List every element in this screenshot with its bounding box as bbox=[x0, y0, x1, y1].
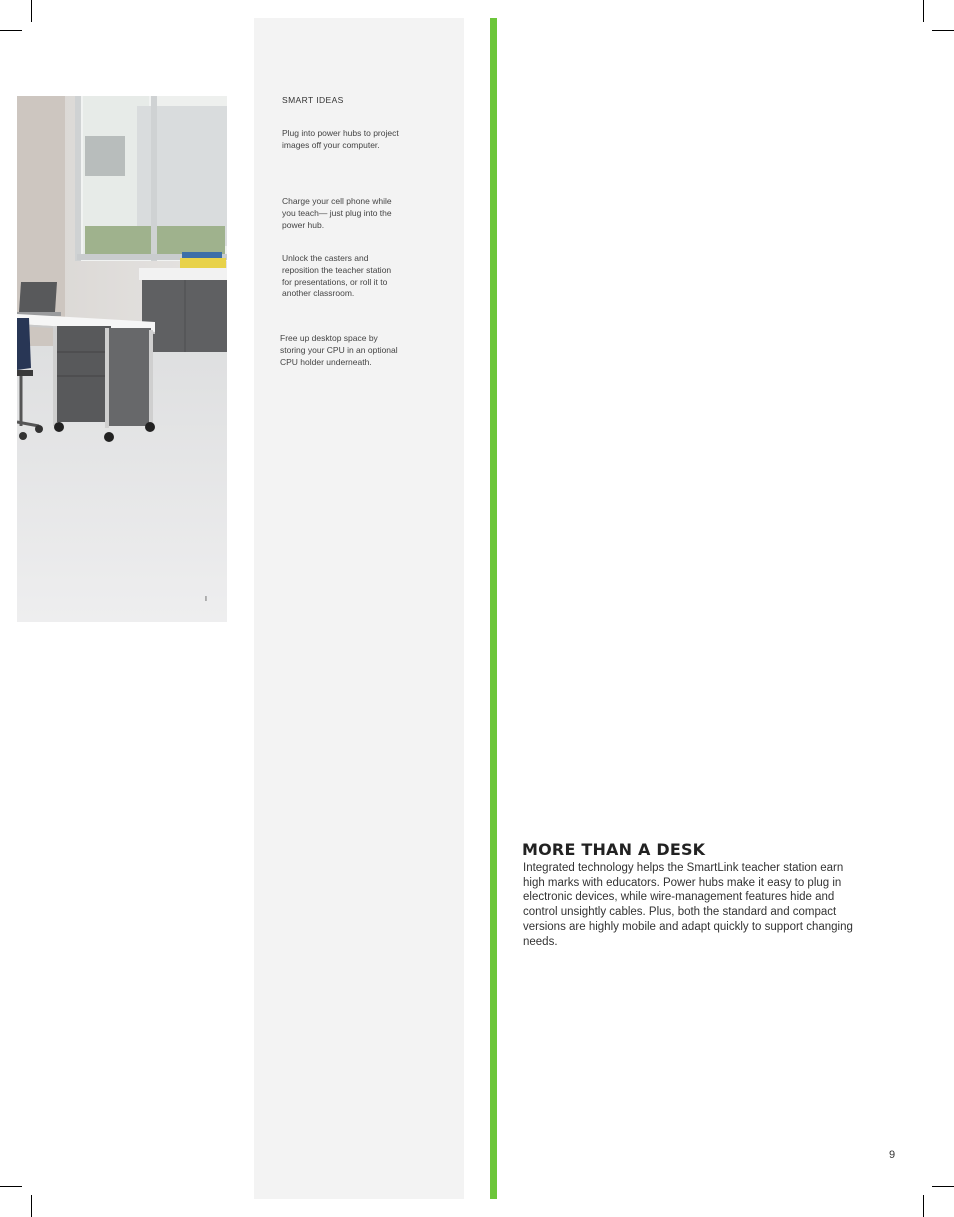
crop-mark bbox=[923, 0, 924, 22]
crop-mark bbox=[31, 1195, 32, 1217]
article-body: Integrated technology helps the SmartLink teacher station earn high marks with educators. Power hubs make it easy to plug in electronic devices, while wire-management features hide and control unsightly cables. Plus, both the standard and compact versions are highly mobile and adapt quickly to support changing needs. bbox=[523, 862, 853, 948]
article-title: MORE THAN A DESK bbox=[522, 840, 706, 859]
accent-rule bbox=[490, 18, 497, 1199]
photo-callout-marker: I bbox=[205, 596, 207, 603]
crop-mark bbox=[932, 30, 954, 31]
crop-mark bbox=[932, 1186, 954, 1187]
tip-item: Plug into power hubs to project images off your computer. bbox=[282, 128, 399, 150]
tip-item: Unlock the casters and reposition the teacher station for presentations, or roll it to another classroom. bbox=[282, 253, 392, 299]
page-number: 9 bbox=[889, 1149, 896, 1161]
crop-mark bbox=[0, 1186, 22, 1187]
crop-mark bbox=[0, 30, 22, 31]
sidebar-heading: SMART IDEAS bbox=[282, 95, 344, 105]
crop-mark bbox=[923, 1195, 924, 1217]
tip-item: Charge your cell phone while you teach— just plug into the power hub. bbox=[282, 196, 392, 230]
crop-mark bbox=[31, 0, 32, 22]
product-photo bbox=[17, 96, 227, 622]
tip-item: Free up desktop space by storing your CPU in an optional CPU holder underneath. bbox=[280, 333, 398, 367]
